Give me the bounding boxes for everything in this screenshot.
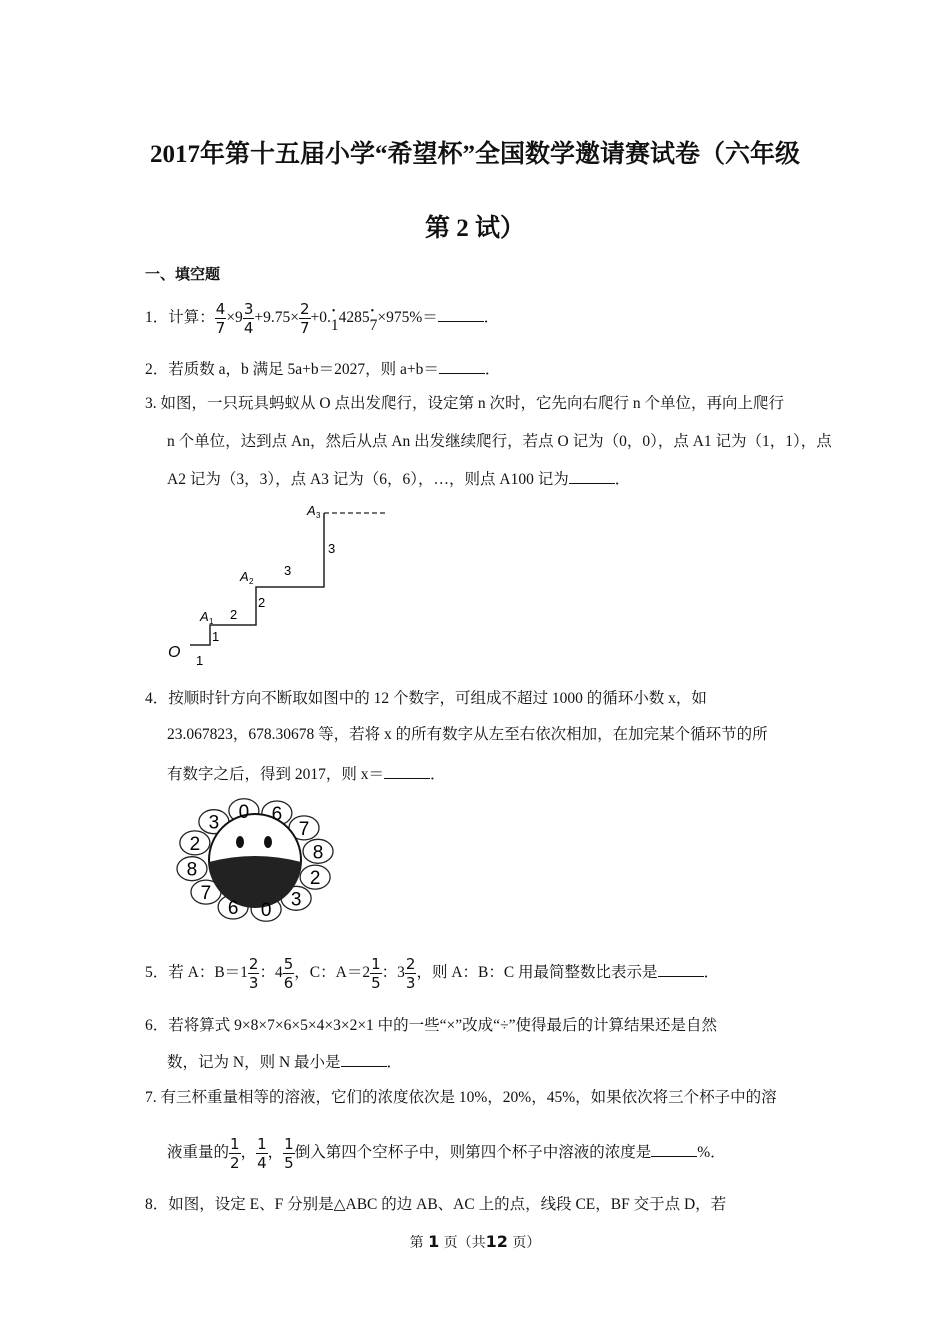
question-6-line-1: 6．若将算式 9×8×7×6×5×4×3×2×1 中的一些“×”改成“÷”使得最后的计算结果还是自然: [145, 1017, 717, 1034]
point-label-a1: A: [200, 609, 209, 624]
question-1: 1．计算： $\frac{4}{7}$ ×9 $\frac{3}{4}$ +9.75× $\frac{2}{7}$ +0.• 14285• 7×975%＝ ．: [145, 300, 499, 337]
question-8-line-1: 8．如图，设定 E、F 分别是△ABC 的边 AB、AC 上的点，线段 CE，BF 交于点 D，若: [145, 1196, 727, 1213]
petal-digit: 7: [298, 818, 310, 840]
question-4-line-3: 有数字之后，得到 2017，则 x＝ ．: [167, 766, 446, 783]
step-label: 2: [230, 607, 238, 622]
petal-digit: 3: [208, 812, 220, 834]
fraction: $\frac{1}{4}$: [257, 1135, 267, 1172]
question-3-line-1: 3. 如图，一只玩具蚂蚁从 O 点出发爬行，设定第 n 次时，它先向右爬行 n 个单位，再向上爬行: [145, 395, 784, 412]
petal-digit: 8: [312, 842, 324, 864]
question-5: 5．若 A：B＝1 $\frac{2}{3}$ ：4 $\frac{5}{6}$ ，C：A＝2 $\frac{1}{5}$ ：3 $\frac{2}{3}$ ，则 A：B：C 用最简整数比表示是 ．: [145, 955, 720, 992]
right-eye: [264, 836, 272, 848]
fraction: $\frac{2}{7}$: [299, 300, 310, 337]
petal-digit: 2: [309, 868, 321, 890]
question-3-line-3: A2 记为（3，3），点 A3 记为（6，6），…，则点 A100 记为 ．: [167, 471, 631, 488]
step-label: 2: [258, 595, 266, 610]
petal-digit: 6: [227, 897, 239, 919]
petal-digit: 6: [271, 804, 283, 826]
point-label-a3: A: [307, 503, 316, 518]
petal-digit: 2: [189, 833, 201, 855]
staircase-figure: [160, 495, 400, 670]
petal-digit: 3: [290, 889, 302, 911]
step-label: 1: [212, 629, 220, 644]
point-label-a2: A: [240, 569, 249, 584]
petal-digit: 8: [186, 859, 198, 881]
answer-blank: [569, 469, 615, 484]
question-3-line-2: n 个单位，达到点 An，然后从点 An 出发继续爬行，若点 O 记为（0，0），点 A1 记为（1，1），点: [167, 433, 832, 450]
answer-blank: [341, 1052, 387, 1067]
origin-label: O: [168, 644, 181, 661]
repeating-digit: • 7: [370, 317, 378, 334]
repeating-digit: • 1: [331, 317, 339, 334]
step-label: 1: [196, 653, 204, 668]
fraction: $\frac{1}{5}$: [284, 1135, 294, 1172]
question-2: 2．若质数 a，b 满足 5a+b＝2027，则 a+b＝ ．: [145, 361, 501, 378]
page-footer: 第 1 页（共12 页）: [409, 1232, 541, 1251]
fraction: $\frac{1}{5}$: [371, 955, 381, 992]
fraction: $\frac{4}{7}$: [215, 300, 226, 337]
fraction: $\frac{1}{2}$: [230, 1135, 240, 1172]
petal-digit: 0: [238, 801, 250, 823]
svg-text:1: 1: [209, 617, 214, 626]
question-7-line-2: 液重量的 $\frac{1}{2}$ ， $\frac{1}{4}$ ， $\frac{1}{5}$ 倒入第四个空杯子中，则第四个杯子中溶液的浓度是 %．: [167, 1135, 726, 1172]
fraction: $\frac{3}{4}$: [243, 300, 254, 337]
title-line-1: 2017年第十五届小学“希望杯”全国数学邀请赛试卷（六年级: [149, 141, 800, 168]
petal-digit: 0: [260, 900, 272, 922]
answer-blank: [651, 1142, 697, 1157]
petal-digit: 7: [200, 883, 212, 905]
sunflower-figure: [162, 790, 348, 930]
fraction: $\frac{2}{3}$: [405, 955, 416, 992]
question-6-line-2: 数，记为 N，则 N 最小是 ．: [167, 1054, 403, 1071]
step-label: 3: [328, 541, 336, 556]
question-7-line-1: 7. 有三杯重量相等的溶液，它们的浓度依次是 10%，20%，45%，如果依次将三个杯子中的溶: [145, 1089, 777, 1106]
left-eye: [236, 836, 244, 848]
svg-text:3: 3: [316, 511, 321, 520]
question-4-line-1: 4．按顺时针方向不断取如图中的 12 个数字，可组成不超过 1000 的循环小数 x，如: [145, 690, 707, 707]
title-line-2: 第 2 试）: [424, 215, 525, 242]
answer-blank: [384, 764, 430, 779]
answer-blank: [658, 962, 704, 977]
answer-blank: [438, 307, 484, 322]
question-4-line-2: 23.067823，678.30678 等，若将 x 的所有数字从左至右依次相加，在加完某个循环节的所: [167, 726, 768, 743]
fraction: $\frac{5}{6}$: [283, 955, 294, 992]
step-label: 3: [284, 563, 292, 578]
fraction: $\frac{2}{3}$: [248, 955, 259, 992]
svg-text:2: 2: [249, 577, 254, 586]
answer-blank: [439, 359, 485, 374]
section-heading: 一、填空题: [145, 265, 221, 283]
